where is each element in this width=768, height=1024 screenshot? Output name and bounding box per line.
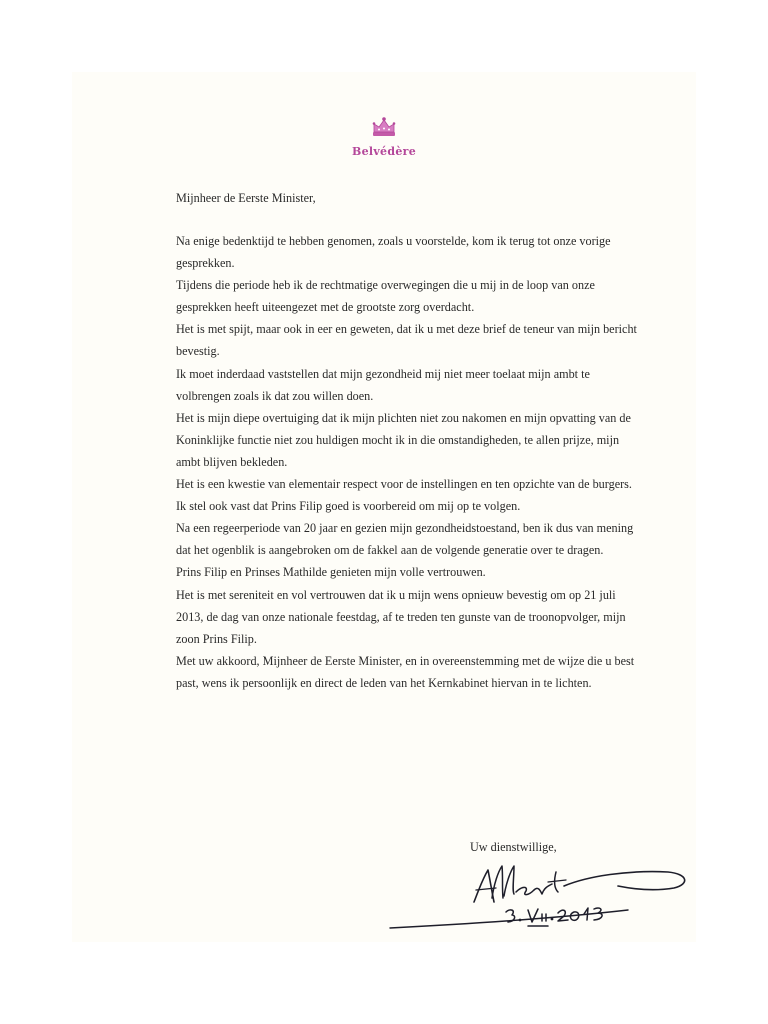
letterhead-name: Belvédère [351,145,417,158]
closing: Uw dienstwillige, [470,840,557,854]
salutation: Mijnheer de Eerste Minister, [176,191,316,205]
letter-page [72,72,696,942]
paragraph: Met uw akkoord, Mijnheer de Eerste Minister, en in overeenstemming met de wijze die u best past, wens ik persoonlijk en direct de leden van het Kernkabinet hiervan in te lichten. [176,653,635,690]
paragraph: Het is met spijt, maar ook in eer en geweten, dat ik u met deze brief de teneur van mijn bericht bevestig. [176,322,637,359]
letterhead [72,116,696,158]
paragraph: Na een regeerperiode van 20 jaar en gezien mijn gezondheidstoestand, ben ik dus van mening dat het ogenblik is aangebroken om de fakkel aan de volgende generatie over te dragen. [176,521,634,558]
handwritten-signature [388,858,698,938]
paragraph: Tijdens die periode heb ik de rechtmatige overwegingen die u mij in de loop van onze gesprekken heeft uiteengezet met de grootste zorg overdacht. [176,278,595,315]
paragraph: Ik moet inderdaad vaststellen dat mijn gezondheid mij niet meer toelaat mijn ambt te volbrengen zoals ik dat zou willen doen. [176,366,590,403]
paragraph: Ik stel ook vast dat Prins Filip goed is voorbereid om mij op te volgen. [176,499,521,514]
letter-paragraphs [176,230,646,694]
paragraph: Het is een kwestie van elementair respect voor de instellingen en ten opzichte van de burgers. [176,477,632,492]
letter-body [176,188,646,694]
paragraph: Na enige bedenktijd te hebben genomen, zoals u voorstelde, kom ik terug tot onze vorige gesprekken. [176,234,611,271]
paragraph: Prins Filip en Prinses Mathilde genieten mijn volle vertrouwen. [176,565,486,580]
paragraph: Het is mijn diepe overtuiging dat ik mijn plichten niet zou nakomen en mijn opvatting van de Koninklijke functie niet zou huldigen mocht ik in die omstandigheden, te allen prijze, mijn ambt blijven bekleden. [176,410,631,469]
paragraph: Het is met sereniteit en vol vertrouwen dat ik u mijn wens opnieuw bevestig om op 21 juli 2013, de dag van onze nationale feestdag, af te treden ten gunste van de troonopvolger, mijn zoon Prins Filip. [176,587,626,646]
crown-icon [371,116,397,138]
